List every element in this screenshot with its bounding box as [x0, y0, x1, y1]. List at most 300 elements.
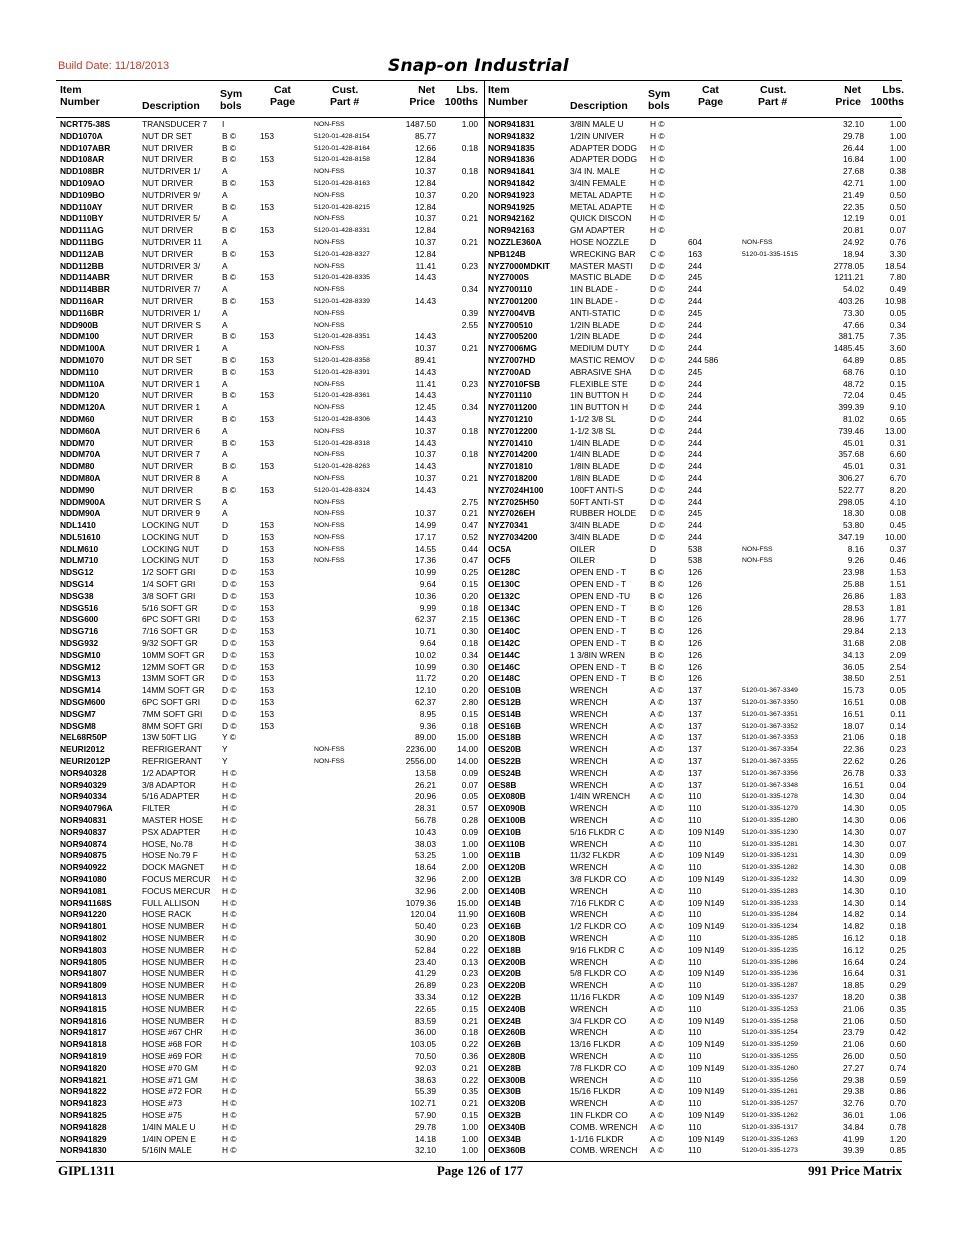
weight-lbs: 1.00 — [889, 130, 906, 141]
weight-lbs: 0.23 — [461, 260, 478, 271]
table-row — [488, 921, 906, 933]
table-row — [60, 296, 480, 308]
item-description: WRENCH — [570, 1050, 608, 1061]
catalog-page: 137 — [688, 720, 702, 731]
item-description: 3/8IN MALE U — [570, 119, 624, 129]
item-number: NYZ701210 — [488, 413, 533, 424]
net-price: 17.17 — [415, 531, 436, 542]
item-number: NOR940837 — [60, 826, 107, 837]
net-price: 14.99 — [415, 520, 436, 531]
catalog-page: 245 — [688, 366, 702, 377]
weight-lbs: 8.20 — [889, 484, 906, 495]
customer-part-number: NON-FSS — [314, 746, 345, 754]
header-part: Part # — [758, 96, 788, 108]
net-price: 306.27 — [838, 472, 864, 483]
net-price: 2556.00 — [405, 756, 436, 767]
item-number: NOR941803 — [60, 944, 107, 955]
catalog-page: 153 — [260, 697, 274, 708]
catalog-page: 137 — [688, 685, 702, 696]
weight-lbs: 0.50 — [889, 1050, 906, 1061]
item-description: 8MM SOFT GRI — [142, 720, 203, 731]
item-number: NYZ70341 — [488, 520, 529, 531]
catalog-page: 153 — [260, 177, 274, 188]
item-description: 3/4 FLKDR CO — [570, 1015, 627, 1026]
header-page: Page — [270, 96, 296, 108]
table-row — [488, 520, 906, 532]
customer-part-number: 5120-01-335-1261 — [742, 1088, 798, 1096]
net-price: 29.38 — [843, 1086, 864, 1097]
catalog-page: 153 — [260, 354, 274, 365]
item-number: OE144C — [488, 649, 521, 660]
customer-part-number: 5120-01-367-3351 — [742, 710, 798, 718]
catalog-page: 153 — [260, 543, 274, 554]
table-row — [60, 190, 480, 202]
item-number: OEX22B — [488, 991, 522, 1002]
header-100ths: 100ths — [444, 96, 478, 108]
header-net: Net — [844, 84, 861, 96]
weight-lbs: 1.00 — [461, 838, 478, 849]
item-symbols: H © — [222, 1109, 237, 1120]
net-price: 34.84 — [843, 1121, 864, 1132]
customer-part-number: NON-FSS — [314, 286, 345, 294]
item-symbols: H © — [222, 1145, 237, 1156]
table-row — [60, 379, 480, 391]
item-description: 12MM SOFT GR — [142, 661, 205, 672]
catalog-page: 109 N149 — [688, 897, 725, 908]
item-number: OC5A — [488, 543, 512, 554]
item-symbols: A © — [650, 980, 664, 991]
item-number: OES24B — [488, 767, 522, 778]
item-symbols: D © — [650, 425, 665, 436]
catalog-page: 244 — [688, 390, 702, 401]
item-symbols: Y © — [222, 732, 236, 743]
item-description: NUT DRIVER — [142, 177, 194, 188]
item-number: NYZ701810 — [488, 461, 533, 472]
item-number: NYZ7004VB — [488, 307, 536, 318]
net-price: 14.30 — [843, 803, 864, 814]
item-description: NUT DRIVER — [142, 225, 194, 236]
item-description: WRENCH — [570, 756, 608, 767]
header-bols: bols — [648, 100, 670, 112]
table-row — [60, 780, 480, 792]
item-description: 100FT ANTI-S — [570, 484, 624, 495]
weight-lbs: 0.18 — [461, 166, 478, 177]
item-number: NDD110BY — [60, 213, 104, 224]
item-description: NUT DRIVER — [142, 484, 194, 495]
item-number: NDDM100 — [60, 331, 100, 342]
item-number: NDDM110A — [60, 378, 105, 389]
weight-lbs: 0.09 — [461, 826, 478, 837]
weight-lbs: 2.00 — [461, 885, 478, 896]
item-description: OPEN END - T — [570, 626, 627, 637]
net-price: 14.30 — [843, 862, 864, 873]
weight-lbs: 0.42 — [889, 1027, 906, 1038]
weight-lbs: 0.34 — [461, 649, 478, 660]
table-row — [60, 1145, 480, 1157]
item-symbols: D © — [650, 390, 665, 401]
table-row — [488, 933, 906, 945]
item-description: WRENCH — [570, 1074, 608, 1085]
item-description: RUBBER HOLDE — [570, 508, 637, 519]
item-symbols: A © — [650, 850, 664, 861]
item-symbols: Y — [222, 744, 228, 755]
item-symbols: H © — [222, 850, 237, 861]
item-description: MASTER HOSE — [142, 815, 203, 826]
customer-part-number: NON-FSS — [314, 474, 345, 482]
weight-lbs: 2.09 — [889, 649, 906, 660]
item-description: ANTI-STATIC — [570, 307, 621, 318]
net-price: 28.53 — [843, 602, 864, 613]
item-number: OEX120B — [488, 862, 526, 873]
table-row — [60, 355, 480, 367]
item-description: FOCUS MERCUR — [142, 874, 211, 884]
customer-part-number: 5120-01-428-8339 — [314, 297, 370, 305]
table-row — [60, 520, 480, 532]
item-number: OEX10B — [488, 826, 522, 837]
item-number: NOR941816 — [60, 1015, 107, 1026]
net-price: 12.19 — [843, 213, 864, 224]
table-row — [60, 626, 480, 638]
item-number: NYZ7010FSB — [488, 378, 541, 389]
weight-lbs: 0.45 — [889, 520, 906, 531]
table-row — [488, 992, 906, 1004]
item-description: HOSE NUMBER — [142, 932, 205, 943]
item-number: OEX260B — [488, 1027, 526, 1038]
item-description: NUT DRIVER S — [142, 496, 201, 507]
customer-part-number: 5120-01-428-8164 — [314, 144, 370, 152]
item-description: MASTER MASTI — [570, 260, 633, 271]
item-description: TRANSDUCER 7 — [142, 119, 208, 129]
weight-lbs: 0.18 — [461, 449, 478, 460]
table-row — [488, 1145, 906, 1157]
net-price: 10.36 — [415, 590, 436, 601]
item-description: HOSE NUMBER — [142, 1015, 205, 1026]
item-description: LOCKING NUT — [142, 520, 200, 531]
catalog-page: 245 — [688, 272, 702, 283]
item-description: ABRASIVE SHA — [570, 366, 632, 377]
item-description: WRENCH — [570, 980, 608, 991]
net-price: 1079.36 — [405, 897, 436, 908]
table-row — [60, 992, 480, 1004]
item-description: 1/8IN BLADE — [570, 461, 620, 472]
item-symbols: H © — [222, 838, 237, 849]
item-description: FLEXIBLE STE — [570, 378, 628, 389]
item-number: OEX140B — [488, 885, 526, 896]
item-description: PSX ADAPTER — [142, 826, 201, 837]
item-symbols: D © — [650, 319, 665, 330]
item-symbols: D — [222, 543, 229, 554]
customer-part-number: 5120-01-335-1256 — [742, 1076, 798, 1084]
catalog-page: 244 — [688, 520, 702, 531]
item-symbols: A © — [650, 932, 664, 943]
item-symbols: A © — [650, 1015, 664, 1026]
table-row — [488, 827, 906, 839]
net-price: 38.03 — [415, 838, 436, 849]
item-symbols: A © — [650, 1039, 664, 1050]
customer-part-number: 5120-01-428-8158 — [314, 156, 370, 164]
catalog-page: 153 — [260, 673, 274, 684]
weight-lbs: 1.00 — [889, 119, 906, 129]
item-number: NDD114ABR — [60, 272, 110, 283]
customer-part-number: 5120-01-335-1237 — [742, 993, 798, 1001]
table-row — [488, 591, 906, 603]
table-row — [60, 803, 480, 815]
customer-part-number: 5120-01-335-1258 — [742, 1017, 798, 1025]
table-row — [60, 567, 480, 579]
item-number: NDDM70A — [60, 449, 101, 460]
weight-lbs: 1.51 — [889, 579, 906, 590]
net-price: 12.10 — [415, 685, 436, 696]
item-number: NOR941809 — [60, 980, 107, 991]
item-number: NOR941805 — [60, 956, 107, 967]
weight-lbs: 0.86 — [889, 1086, 906, 1097]
item-description: NUT DR SET — [142, 130, 193, 141]
table-row — [488, 673, 906, 685]
customer-part-number: 5120-01-428-8327 — [314, 250, 370, 258]
item-symbols: B © — [222, 461, 237, 472]
item-description: 1IN BLADE - — [570, 284, 618, 295]
item-description: NUT DRIVER 9 — [142, 508, 201, 519]
item-description: 1/2 ADAPTOR — [142, 767, 196, 778]
catalog-page: 153 — [260, 685, 274, 696]
customer-part-number: 5120-01-335-1260 — [742, 1064, 798, 1072]
item-number: NYZ7000MDKIT — [488, 260, 550, 271]
net-price: 14.30 — [843, 850, 864, 861]
net-price: 28.31 — [415, 803, 436, 814]
item-description: WRENCH — [570, 815, 608, 826]
net-price: 31.68 — [843, 638, 864, 649]
net-price: 26.21 — [415, 779, 436, 790]
net-price: 9.26 — [847, 555, 864, 566]
item-symbols: A © — [650, 685, 664, 696]
catalog-page: 137 — [688, 732, 702, 743]
weight-lbs: 0.24 — [889, 956, 906, 967]
customer-part-number: 5120-01-428-8331 — [314, 227, 370, 235]
item-number: OE130C — [488, 579, 521, 590]
net-price: 16.51 — [843, 708, 864, 719]
weight-lbs: 0.21 — [461, 472, 478, 483]
weight-lbs: 0.09 — [889, 850, 906, 861]
item-description: QUICK DISCON — [570, 213, 632, 224]
footer-page-number: Page 126 of 177 — [436, 1163, 524, 1178]
catalog-page: 110 — [688, 862, 702, 873]
item-number: NDD111AG — [60, 225, 104, 236]
weight-lbs: 0.57 — [461, 803, 478, 814]
customer-part-number: NON-FSS — [314, 557, 345, 565]
item-number: OES8B — [488, 779, 517, 790]
weight-lbs: 0.26 — [889, 756, 906, 767]
item-description: 7/16 SOFT GR — [142, 626, 198, 637]
net-price: 26.78 — [843, 767, 864, 778]
item-symbols: A © — [650, 1098, 664, 1109]
catalog-page: 244 — [688, 484, 702, 495]
catalog-page: 110 — [688, 838, 702, 849]
item-description: NUT DRIVER 1 — [142, 343, 201, 354]
weight-lbs: 1.83 — [889, 590, 906, 601]
table-row — [488, 508, 906, 520]
item-number: NDD107ABR — [60, 142, 111, 153]
catalog-page: 153 — [260, 626, 274, 637]
table-row — [60, 614, 480, 626]
item-number: NCRT75-38S — [60, 119, 111, 129]
item-symbols: D © — [650, 284, 665, 295]
item-description: NUTDRIVER 7/ — [142, 284, 201, 295]
header-number: Number — [60, 96, 100, 108]
item-symbols: A — [222, 425, 228, 436]
catalog-page: 153 — [260, 555, 274, 566]
weight-lbs: 0.10 — [889, 366, 906, 377]
item-number: NYZ7034200 — [488, 531, 538, 542]
net-price: 89.41 — [415, 354, 436, 365]
weight-lbs: 2.13 — [889, 626, 906, 637]
item-number: NYZ7014200 — [488, 449, 538, 460]
item-number: NOR941829 — [60, 1133, 107, 1144]
item-description: 1-1/16 FLKDR — [570, 1133, 624, 1144]
weight-lbs: 0.25 — [461, 567, 478, 578]
weight-lbs: 1.00 — [461, 119, 478, 129]
item-description: WRENCH — [570, 862, 608, 873]
item-description: 3/4IN BLADE — [570, 520, 620, 531]
catalog-page: 153 — [260, 579, 274, 590]
weight-lbs: 7.80 — [889, 272, 906, 283]
header-cat: Cat — [702, 84, 719, 96]
net-price: 9.36 — [419, 720, 436, 731]
item-symbols: H © — [222, 779, 237, 790]
table-row — [488, 579, 906, 591]
item-number: NDL1410 — [60, 520, 96, 531]
net-price: 14.43 — [415, 366, 436, 377]
customer-part-number: 5120-01-335-1233 — [742, 899, 798, 907]
net-price: 22.62 — [843, 756, 864, 767]
customer-part-number: NON-FSS — [314, 121, 345, 128]
weight-lbs: 0.47 — [461, 555, 478, 566]
net-price: 2236.00 — [405, 744, 436, 755]
item-symbols: D © — [650, 437, 665, 448]
item-number: NDDM60A — [60, 425, 101, 436]
item-number: NDD108AR — [60, 154, 105, 165]
item-symbols: A © — [650, 1027, 664, 1038]
item-symbols: H © — [222, 1015, 237, 1026]
item-number: NDD1070A — [60, 130, 103, 141]
customer-part-number: 5120-01-428-8324 — [314, 486, 370, 494]
item-number: NDD116AR — [60, 295, 104, 306]
customer-part-number: 5120-01-335-1263 — [742, 1135, 798, 1143]
catalog-page: 110 — [688, 1050, 702, 1061]
item-number: OEX090B — [488, 803, 526, 814]
item-symbols: D © — [650, 272, 665, 283]
catalog-page: 244 — [688, 378, 702, 389]
footer-doc-id: GIPL1311 — [58, 1163, 116, 1178]
weight-lbs: 1.00 — [461, 1145, 478, 1156]
net-price: 16.12 — [843, 932, 864, 943]
customer-part-number: 5120-01-367-3352 — [742, 722, 798, 730]
item-symbols: H © — [222, 932, 237, 943]
table-row — [488, 957, 906, 969]
net-price: 38.50 — [843, 673, 864, 684]
net-price: 739.46 — [838, 425, 864, 436]
table-row — [60, 839, 480, 851]
catalog-page: 109 N149 — [688, 850, 725, 861]
net-price: 26.00 — [843, 1050, 864, 1061]
catalog-page: 244 — [688, 331, 702, 342]
item-number: OES14B — [488, 708, 522, 719]
net-price: 92.03 — [415, 1062, 436, 1073]
item-number: OEX34B — [488, 1133, 522, 1144]
table-row — [488, 1098, 906, 1110]
table-row — [60, 791, 480, 803]
net-price: 32.10 — [843, 119, 864, 129]
net-price: 14.43 — [415, 390, 436, 401]
table-row — [488, 225, 906, 237]
catalog-page: 137 — [688, 708, 702, 719]
item-number: NOR941168S — [60, 897, 112, 908]
catalog-page: 109 N149 — [688, 1109, 725, 1120]
item-number: NOR941836 — [488, 154, 535, 165]
net-price: 52.84 — [415, 944, 436, 955]
item-symbols: H © — [222, 1039, 237, 1050]
item-symbols: A © — [650, 708, 664, 719]
item-description: 1/4IN WRENCH — [570, 791, 631, 802]
item-symbols: A © — [650, 968, 664, 979]
weight-lbs: 0.70 — [889, 1098, 906, 1109]
weight-lbs: 0.08 — [889, 862, 906, 873]
weight-lbs: 0.37 — [889, 543, 906, 554]
item-number: NDDM120 — [60, 390, 100, 401]
item-description: NUT DRIVER — [142, 154, 194, 165]
table-row — [488, 190, 906, 202]
item-number: OES22B — [488, 756, 522, 767]
item-symbols: H © — [222, 921, 237, 932]
item-number: NOR940334 — [60, 791, 107, 802]
net-price: 62.37 — [415, 697, 436, 708]
item-description: WRENCH — [570, 767, 608, 778]
weight-lbs: 0.22 — [461, 944, 478, 955]
item-symbols: D © — [650, 461, 665, 472]
table-row — [488, 178, 906, 190]
net-price: 14.30 — [843, 815, 864, 826]
item-description: WRECKING BAR — [570, 248, 636, 259]
net-price: 14.30 — [843, 885, 864, 896]
item-number: OE146C — [488, 661, 521, 672]
table-row — [488, 662, 906, 674]
net-price: 14.30 — [843, 791, 864, 802]
item-number: OE136C — [488, 614, 521, 625]
catalog-page: 110 — [688, 932, 702, 943]
table-row — [60, 225, 480, 237]
column-divider — [484, 80, 485, 1161]
table-row — [60, 272, 480, 284]
item-symbols: D © — [222, 590, 237, 601]
item-symbols: A © — [650, 756, 664, 767]
item-symbols: H © — [222, 862, 237, 873]
table-row — [488, 414, 906, 426]
item-symbols: H © — [222, 767, 237, 778]
item-number: NOR941830 — [60, 1145, 107, 1156]
net-price: 357.68 — [838, 449, 864, 460]
weight-lbs: 0.18 — [461, 142, 478, 153]
net-price: 29.78 — [415, 1121, 436, 1132]
item-symbols: D © — [650, 354, 665, 365]
table-row — [60, 1039, 480, 1051]
item-symbols: H © — [222, 944, 237, 955]
left-column-header — [60, 84, 480, 118]
item-number: NOR941923 — [488, 189, 535, 200]
catalog-page: 110 — [688, 815, 702, 826]
net-price: 12.84 — [415, 248, 436, 259]
table-row — [488, 355, 906, 367]
weight-lbs: 1.00 — [889, 154, 906, 165]
item-description: HOSE #69 FOR — [142, 1050, 203, 1061]
